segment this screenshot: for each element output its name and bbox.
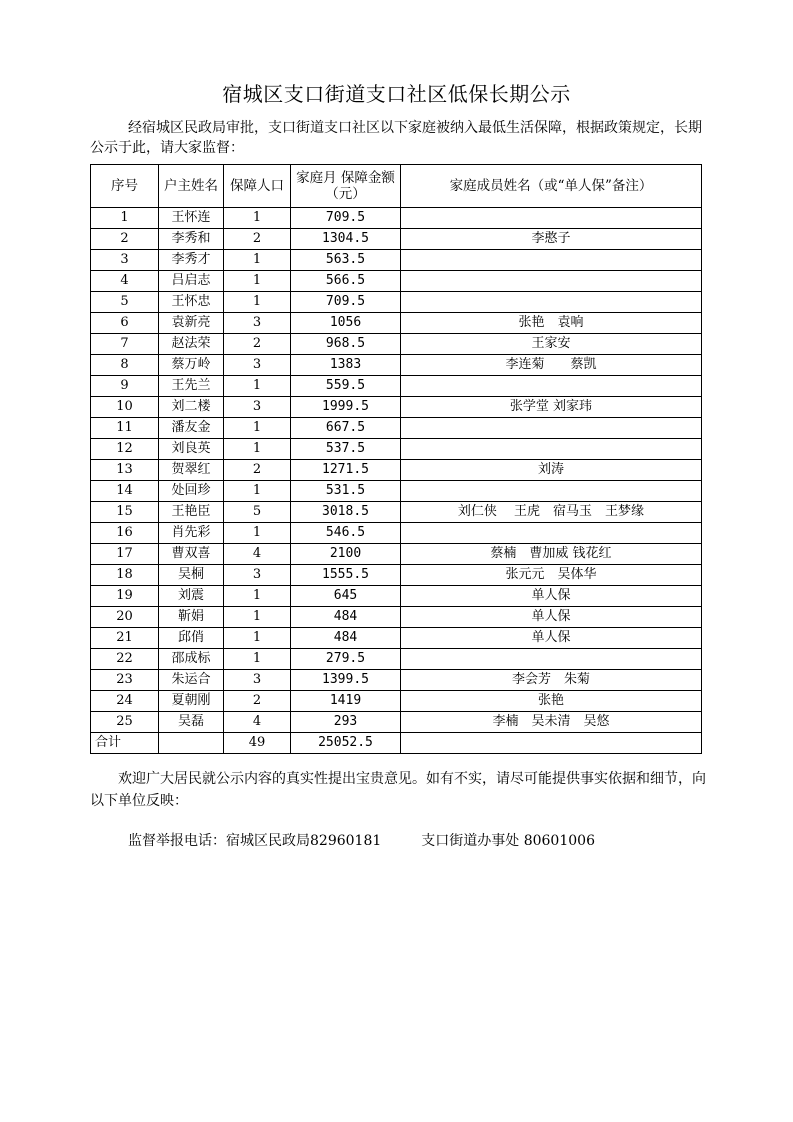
row-amount: 1383 <box>291 355 401 376</box>
row-count: 1 <box>224 208 291 229</box>
row-count: 4 <box>224 712 291 733</box>
row-members: 张元元 吴体华 <box>401 565 702 586</box>
row-no: 19 <box>91 586 159 607</box>
row-count: 5 <box>224 502 291 523</box>
table-row <box>91 376 702 397</box>
row-no: 6 <box>91 313 159 334</box>
table-row <box>91 439 702 460</box>
row-amount: 709.5 <box>291 292 401 313</box>
header-members: 家庭成员姓名（或“单人保”备注） <box>401 165 702 208</box>
row-amount: 279.5 <box>291 649 401 670</box>
row-head-name: 刘二楼 <box>159 397 224 418</box>
feedback-paragraph <box>90 768 710 812</box>
row-no: 24 <box>91 691 159 712</box>
contact-line <box>128 830 595 850</box>
row-members <box>401 271 702 292</box>
row-head-name: 王艳臣 <box>159 502 224 523</box>
row-no: 7 <box>91 334 159 355</box>
row-count: 2 <box>224 229 291 250</box>
row-amount: 566.5 <box>291 271 401 292</box>
table-row <box>91 628 702 649</box>
row-head-name: 李秀和 <box>159 229 224 250</box>
row-head-name: 李秀才 <box>159 250 224 271</box>
row-no: 16 <box>91 523 159 544</box>
row-members: 李会芳 朱菊 <box>401 670 702 691</box>
row-no: 12 <box>91 439 159 460</box>
row-members: 李连菊 蔡凯 <box>401 355 702 376</box>
row-no: 11 <box>91 418 159 439</box>
row-count: 1 <box>224 649 291 670</box>
row-members <box>401 250 702 271</box>
table-row <box>91 649 702 670</box>
row-no: 5 <box>91 292 159 313</box>
page-title: 宿城区支口街道支口社区低保长期公示 <box>222 82 571 106</box>
row-members <box>401 376 702 397</box>
row-count: 1 <box>224 271 291 292</box>
total-count: 49 <box>224 733 291 754</box>
row-amount: 546.5 <box>291 523 401 544</box>
header-count: 保障人口 <box>224 165 291 208</box>
row-count: 2 <box>224 691 291 712</box>
table-row <box>91 271 702 292</box>
row-head-name: 吕启志 <box>159 271 224 292</box>
row-count: 1 <box>224 418 291 439</box>
table-row <box>91 523 702 544</box>
table-row <box>91 481 702 502</box>
row-amount: 968.5 <box>291 334 401 355</box>
row-count: 2 <box>224 460 291 481</box>
row-head-name: 刘震 <box>159 586 224 607</box>
table-row <box>91 208 702 229</box>
row-count: 1 <box>224 628 291 649</box>
row-amount: 1271.5 <box>291 460 401 481</box>
table-row <box>91 670 702 691</box>
table-row <box>91 544 702 565</box>
row-no: 18 <box>91 565 159 586</box>
table-row <box>91 460 702 481</box>
row-members: 单人保 <box>401 628 702 649</box>
row-amount: 1399.5 <box>291 670 401 691</box>
table-row <box>91 334 702 355</box>
table-row <box>91 586 702 607</box>
total-no: 合计 <box>91 733 159 754</box>
row-head-name: 赵法荣 <box>159 334 224 355</box>
row-members: 张艳 <box>401 691 702 712</box>
row-amount: 1555.5 <box>291 565 401 586</box>
table-row <box>91 712 702 733</box>
row-head-name: 王怀忠 <box>159 292 224 313</box>
row-count: 1 <box>224 250 291 271</box>
header-no: 序号 <box>91 165 159 208</box>
row-no: 10 <box>91 397 159 418</box>
row-amount: 709.5 <box>291 208 401 229</box>
row-no: 1 <box>91 208 159 229</box>
row-count: 3 <box>224 670 291 691</box>
row-members: 单人保 <box>401 586 702 607</box>
row-count: 1 <box>224 292 291 313</box>
row-count: 3 <box>224 397 291 418</box>
row-no: 17 <box>91 544 159 565</box>
row-amount: 1056 <box>291 313 401 334</box>
table-row <box>91 691 702 712</box>
table-row <box>91 229 702 250</box>
row-head-name: 刘良英 <box>159 439 224 460</box>
row-amount: 1304.5 <box>291 229 401 250</box>
row-no: 2 <box>91 229 159 250</box>
row-no: 9 <box>91 376 159 397</box>
row-count: 1 <box>224 586 291 607</box>
row-no: 20 <box>91 607 159 628</box>
row-head-name: 王怀连 <box>159 208 224 229</box>
row-members: 王家安 <box>401 334 702 355</box>
row-head-name: 吴磊 <box>159 712 224 733</box>
row-members <box>401 292 702 313</box>
row-no: 14 <box>91 481 159 502</box>
row-amount: 645 <box>291 586 401 607</box>
row-count: 4 <box>224 544 291 565</box>
row-head-name: 袁新亮 <box>159 313 224 334</box>
table-row <box>91 397 702 418</box>
table-header-row <box>91 165 702 208</box>
row-members: 李憨子 <box>401 229 702 250</box>
row-head-name: 贺翠红 <box>159 460 224 481</box>
table-row <box>91 250 702 271</box>
row-count: 1 <box>224 481 291 502</box>
row-amount: 2100 <box>291 544 401 565</box>
header-amount: 家庭月 保障金额（元） <box>291 165 401 208</box>
intro-paragraph <box>90 118 710 158</box>
feedback-text: 欢迎广大居民就公示内容的真实性提出宝贵意见。如有不实，请尽可能提供事实依据和细节，向以下单位反映： <box>90 771 706 809</box>
row-members: 李楠 吴未清 吴悠 <box>401 712 702 733</box>
table-row <box>91 502 702 523</box>
row-head-name: 潘友金 <box>159 418 224 439</box>
row-amount: 1999.5 <box>291 397 401 418</box>
row-members: 刘涛 <box>401 460 702 481</box>
contact-org2: 支口街道办事处 80601006 <box>421 833 595 849</box>
row-count: 3 <box>224 565 291 586</box>
row-members <box>401 208 702 229</box>
row-head-name: 肖先彩 <box>159 523 224 544</box>
row-no: 4 <box>91 271 159 292</box>
row-amount: 537.5 <box>291 439 401 460</box>
header-head-name: 户主姓名 <box>159 165 224 208</box>
row-head-name: 邱俏 <box>159 628 224 649</box>
row-members <box>401 523 702 544</box>
row-head-name: 朱运合 <box>159 670 224 691</box>
intro-text: 经宿城区民政局审批，支口街道支口社区以下家庭被纳入最低生活保障，根据政策规定，长期公示于此，请大家监督： <box>90 120 702 156</box>
row-amount: 531.5 <box>291 481 401 502</box>
contact-label: 监督举报电话： <box>128 833 226 849</box>
row-count: 1 <box>224 523 291 544</box>
row-members: 张学堂 刘家玮 <box>401 397 702 418</box>
row-no: 22 <box>91 649 159 670</box>
row-amount: 667.5 <box>291 418 401 439</box>
row-amount: 559.5 <box>291 376 401 397</box>
row-amount: 3018.5 <box>291 502 401 523</box>
row-count: 1 <box>224 607 291 628</box>
row-count: 2 <box>224 334 291 355</box>
row-no: 23 <box>91 670 159 691</box>
row-no: 25 <box>91 712 159 733</box>
total-head-name <box>159 733 224 754</box>
row-members <box>401 418 702 439</box>
table-row <box>91 313 702 334</box>
row-count: 3 <box>224 313 291 334</box>
total-amount: 25052.5 <box>291 733 401 754</box>
row-amount: 484 <box>291 628 401 649</box>
row-head-name: 靳娟 <box>159 607 224 628</box>
row-head-name: 王先兰 <box>159 376 224 397</box>
row-no: 21 <box>91 628 159 649</box>
row-count: 1 <box>224 439 291 460</box>
row-no: 15 <box>91 502 159 523</box>
row-no: 8 <box>91 355 159 376</box>
contact-org1: 宿城区民政局82960181 <box>226 833 382 849</box>
table-total-row <box>91 733 702 754</box>
row-members: 刘仁侠 王虎 宿马玉 王梦缘 <box>401 502 702 523</box>
table-body <box>91 208 702 754</box>
row-no: 3 <box>91 250 159 271</box>
row-members: 蔡楠 曹加威 钱花红 <box>401 544 702 565</box>
table-row <box>91 565 702 586</box>
table-row <box>91 418 702 439</box>
row-head-name: 夏朝刚 <box>159 691 224 712</box>
table-row <box>91 292 702 313</box>
row-members: 张艳 袁响 <box>401 313 702 334</box>
row-head-name: 蔡万岭 <box>159 355 224 376</box>
row-amount: 293 <box>291 712 401 733</box>
row-amount: 563.5 <box>291 250 401 271</box>
row-count: 3 <box>224 355 291 376</box>
row-head-name: 吴桐 <box>159 565 224 586</box>
row-count: 1 <box>224 376 291 397</box>
table-row <box>91 607 702 628</box>
row-amount: 1419 <box>291 691 401 712</box>
row-members <box>401 481 702 502</box>
row-members <box>401 439 702 460</box>
row-members: 单人保 <box>401 607 702 628</box>
row-head-name: 曹双喜 <box>159 544 224 565</box>
row-head-name: 邵成标 <box>159 649 224 670</box>
total-members <box>401 733 702 754</box>
row-members <box>401 649 702 670</box>
row-no: 13 <box>91 460 159 481</box>
row-amount: 484 <box>291 607 401 628</box>
subsistence-table <box>90 164 702 754</box>
row-head-name: 处回珍 <box>159 481 224 502</box>
table-row <box>91 355 702 376</box>
